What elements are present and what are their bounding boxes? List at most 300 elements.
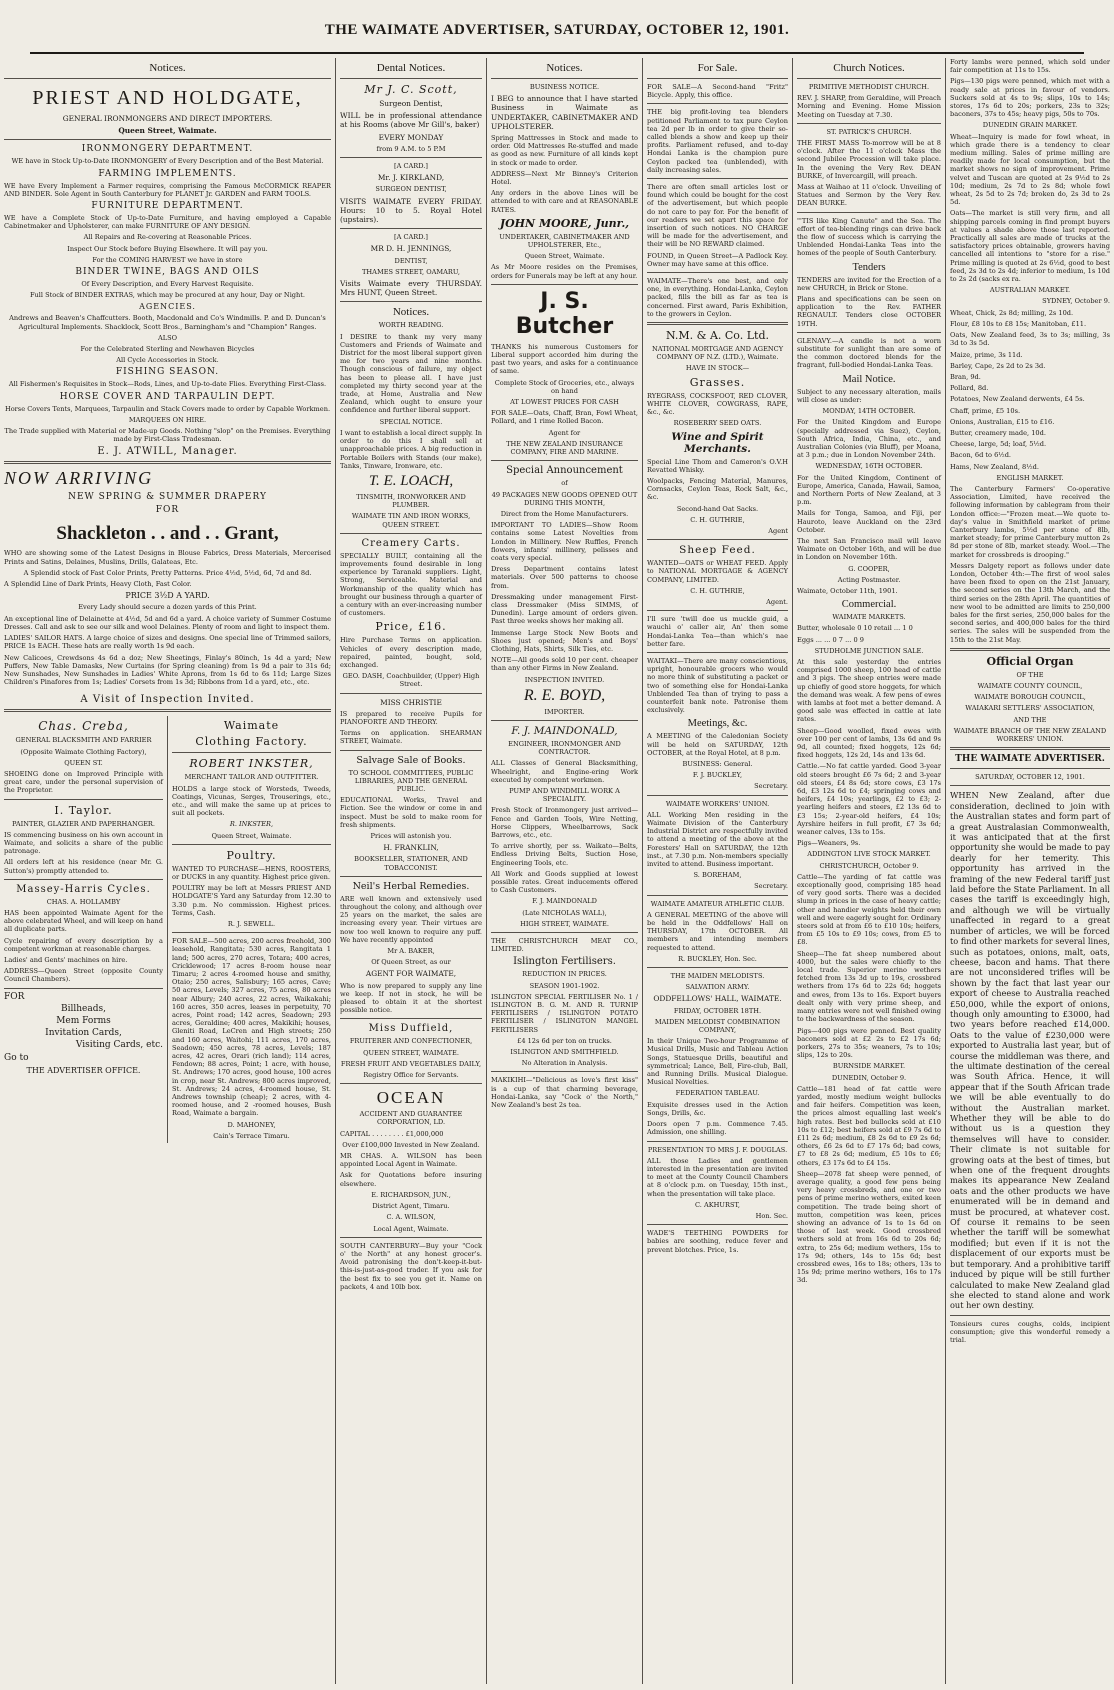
section-heading: Notices. [149,62,186,74]
pigs2-text: Pigs—130 pigs were penned, which met with a ready sale at prices in favour of vendors. Suckers sold at 4s to 9s; slips, 10s to 14s; stores, 17s 6d to 20s; porkers, 23s to 32s; baconers, 37s to 45s; heavy pigs, 50s to 70s. [950,77,1110,119]
drapery-line: NEW SPRING & SUMMER DRAPERY [68,492,267,503]
tea-notice: THE big profit-loving tea blenders petitioned Parliament to tax pure Ceylon tea 2d per lb in order to give their so-called blends a show and keep up their profits. Parliament refused, and to-day Hondai Lanka is the champion pure Ceylon packed tea (unblended), with daily increasing sales. [647,108,788,174]
inkster-address: Queen Street, Waimate. [211,831,292,840]
divider [647,272,788,273]
official-council: WAIMATE COUNTY COUNCIL, [977,682,1083,690]
editorial-text: WHEN New Zealand, after due consideration, declined to join with the Australian states and form part of a great Australasian Commonwealth, it was anticipated that at the first opportunity she would be made to pay dearly for her temerity. This opportunity has arrived in the framing of the new Federal tariff just laid before the State Parliament. In all cases the tariff is exceedingly high, and although we will be virtually unaffected in regard to a great number of articles, we will be forced to find other markets for several lines, such as potatoes, onions, malt, oats, cheese, bacon and hams. That there are not unconsidered trifles will be shown by the fact that last year our export of cheese to Australia reached £50,000, while the export of onions, though only amounting to £3000, had two years before reached £14,000. Oats to the value of £230,000 were exported to Australia last year, but of course the middleman was there, and the ultimate destination of the cereal was South Africa. Hence, it will appear that if the South African trade we will be able eventually to do without the Australian market. Whether they will be able to do without us is a question they themselves will have to consider. Their climate is not suitable for growing oats at the best of times, but when one of the frequent droughts makes its appearance New Zealand oats and the other products we have enumerated will be in demand and must be procured, at whatever cost. Of course it remains to be seen whether the tariff will be somewhat modified; but even if it is not the displacement of our exports must be but temporary. And a prohibitive tariff induced by pique will be still further calculated to make New Zealand glad she elected to stand alone and work out her own destiny. [950,790,1110,1311]
printing-item: Visiting Cards, etc. [75,1040,163,1051]
divider [950,785,1110,786]
printing-item: Invitation Cards, [45,1028,122,1039]
divider [491,932,638,933]
hollamby-address: ADDRESS—Queen Street (opposite County Council Chambers). [4,967,163,984]
scott-title: Surgeon Dentist, [379,99,443,108]
patrick-more: Mass at Waihao at 11 o'clock. Unveiling of Statues and Sermon by the Very Rev. DEAN BURKE. [797,183,941,208]
divider [340,693,482,694]
section-heading: Notices. [546,62,583,74]
department-text: WE have a Complete Stock of Up-to-Date Furniture, and having employed a Capable Cabinetmaker and Upholsterer, can make FURNITURE OF ANY DESIGN. [4,214,331,231]
hollamby-text: HAS been appointed Waimate Agent for the above celebrated Wheel, and will keep on hand all duplicate parts. [4,908,163,934]
makikihi-text: MAKIKIHI—"Delicious as love's first kiss" is a cup of that charming beverage, Hondai-Lanka, say "Cock o' the North," New Zealand's best 2s tea. [491,1076,638,1110]
sydney-butter: Butter, creamery made, 10d. [950,428,1046,437]
ocean-capital: CAPITAL . . . . . . . . £1,000,000 [340,1129,444,1138]
inkster-trade: MERCHANT TAILOR AND OUTFITTER. [184,773,319,782]
nma-have: HAVE IN STOCK— [685,364,750,373]
divider [797,123,941,124]
divider [491,1071,638,1072]
poultry-signature: R. J. SEWELL. [227,919,276,928]
official-of-the: OF THE [1016,670,1044,679]
baker-name: Mr A. BAKER, [387,947,435,956]
divider [340,1018,482,1019]
divider [950,648,1110,651]
sydney-barley: Barley, Cape, 2s 2d to 2s 3d. [950,361,1046,370]
divider [4,988,163,989]
sheep-heading: Sheep Feed. [679,544,756,557]
burnside-heading: BURNSIDE MARKET. [832,1062,906,1071]
divider [797,212,941,213]
card-label: [A CARD.] [394,162,428,171]
wilson-text: MR CHAS. A. WILSON has been appointed Local Agent in Waimate. [340,1152,482,1169]
divider [647,103,788,104]
christie-terms: Terms on application. SHEARMAN STREET, Waimate. [340,729,482,746]
binder-heading: BINDER TWINE, BAGS AND OILS [75,267,260,278]
column-church [793,58,945,1690]
printing-item: Mem Forms [56,1015,111,1026]
inspection-text: INSPECTION INVITED. [524,675,605,684]
divider [4,78,331,79]
loach-trade: TINSMITH, IRONWORKER AND PLUMBER. [356,492,466,510]
repairing-text: Cycle repairing of every description by a competent workman at reasonable charges. [4,936,163,953]
scott-text: WILL be in professional attendance at his Rooms (above Mr Gill's, baker) [340,111,482,130]
maindonald-trade: ENGINEER, IRONMONGER AND CONTRACTOR. [508,739,621,757]
also-label: ALSO [157,333,178,342]
editorial-date: SATURDAY, OCTOBER 12, 1901. [975,773,1085,782]
divider [172,844,331,845]
tenders-more: Plans and specifications can be seen on application to the Rev. FATHER REGNAULT. Tenders close OCTOBER 19TH. [797,295,941,328]
divider [647,539,788,540]
binder-subtitle: Of Every Description, and Every Harvest Requisite. [81,280,254,289]
tenders-text: TENDERS are invited for the Erection of a new CHURCH, in Brick or Stone. [797,275,941,292]
wilson-name: C. A. WILSON, [386,1213,436,1222]
grasses-text: RYEGRASS, COCKSFOOT, RED CLOVER, WHITE CLOVER, COWGRASS, RAPE, &c., &c. [647,391,788,417]
salvage-prices: Prices will astonish you. [370,832,452,840]
ocean-heading: OCEAN [376,1088,446,1108]
maindonald-late: (Late NICHOLAS WALL), [522,908,607,917]
creba-trade: GENERAL BLACKSMITH AND FARRIER [15,736,152,745]
divider [340,78,482,79]
caledonian-text: A MEETING of the Caledonian Society will be held on SATURDAY, 12th OCTOBER, at the Royal Hotel, at 8 p.m. [647,732,788,757]
athletic-text: A GENERAL MEETING of the above will be held in the Oddfellows' Hall on THURSDAY, 17th OCTOBER. All members and intending members requested to attend. [647,910,788,952]
hire-text: Ladies' and Gents' machines on hire. [4,955,128,964]
divider [647,895,788,896]
divider [340,533,482,534]
duffield-name: Miss Duffield, [368,1023,454,1035]
franklin-name: H. FRANKLIN, [383,843,439,853]
bicycles-note: For the Celebrated Sterling and Newhaven Bicycles [80,345,255,354]
divider [4,799,163,800]
official-heading: Official Organ [986,654,1074,668]
worth-text: I DESIRE to thank my very many Customers and Friends of Waimate and District for the most liberal support given me for two years and nine months. Though conscious of failure, my object has been to please all. I have just completed my thirty second year at the trade, at Home, Australia and New Zealand, which ought to ensure your confidence and further liberal support. [340,332,482,415]
addington-pigs: Pigs—400 pigs were penned. Best quality baconers sold at £2 2s to £2 17s 6d; porkers, 27s to 35s; weaners, 7s to 10s; slips, 12s to 20s. [797,1026,941,1060]
jennings-text: Visits Waimate every THURSDAY. Mrs HUNT, Queen Street. [340,279,482,298]
grasses-heading: Grasses. [689,375,746,389]
manager-signature: E. J. ATWILL, Manager. [97,446,238,458]
franklin-trade: BOOKSELLER, STATIONER, AND TOBACCONIST. [354,855,468,872]
canterbury-text: SOUTH CANTERBURY—Buy your "Cock o' the North" at any honest grocer's. Avoid patronising the don't-keep-it-but-this-is-just-as-good trader. If you ask for the best fix to see you get it. Name on packets, 4 and 10lb box. [340,1241,482,1291]
poem-text: I'll sure 'twill doe us muckle guid, a wauchi o' caller air, An' then some Hondai-Lanka Tea—than which's nae better fare. [647,615,788,648]
section-heading: Notices. [392,306,430,319]
kirkland-name: Mr. J. KIRKLAND, [377,173,445,183]
boyd-trade: IMPORTER. [544,707,585,716]
business-address: ADDRESS—Next Mr Binney's Criterion Hotel. [491,169,638,187]
mail-text: Subject to any necessary alteration, mails will close as under: [797,387,941,404]
duffield-fresh: FRESH FRUIT AND VEGETABLES DAILY, [340,1059,482,1068]
divider [491,284,638,285]
divider [491,720,638,721]
department-heading: IRONMONGERY DEPARTMENT. [81,144,254,155]
special-text: I want to establish a local direct supply. In order to do this I shall sell at unapproachable prices. A big reduction in Portable Boilers with Stands (our make), Tanks, Tinware, Ironware, etc. [340,428,482,470]
oddfellows-heading: ODDFELLOWS' HALL, WAIMATE. [653,994,782,1004]
divider [647,795,788,796]
wednesday-text: For the United Kingdom, Continent of Europe, America, Canada, Hawaii, Samoa, and Northern Ports of New Zealand, at 3 p.m. [797,473,941,507]
maindonald-name: F. J. MAINDONALD, [511,724,618,737]
studholme-text: At this sale yesterday the entries comprised 1000 sheep, 100 head of cattle and 3 pigs. The sheep entries were made up chiefly of good store hoggets, for which the demand was weak. A few pens of ewes with lambs at foot met a better demand. A good sale was effected in cattle at late rates. [797,657,941,724]
column-markets [946,58,1114,1690]
sydney-bacon: Bacon, 6d to 6½d. [950,451,1012,460]
fertiliser-list: ISLINGTON SPECIAL FERTILISER No. 1 / ISLINGTON B. G. M. AND R. TURNIP FERTILISERS / ISLINGTON POTATO FERTILISER / ISLINGTON MANGEL FERTILISERS [491,992,638,1034]
melodists-heading: THE MAIDEN MELODISTS. [670,972,765,981]
department-note: All Repairs and Re-covering at Reasonable Prices. [83,233,252,242]
moore-address: Queen Street, Waimate. [524,252,605,261]
business-more: Spring Mattresses in Stock and made to order. Old Mattresses Re-stuffed and made as good as new. Furniture of all kinds kept in stock or made to order. [491,134,638,167]
inkster-signature: R. INKSTER, [229,820,274,829]
creba-text: SHOEING done on Improved Principle with great care, under the personal supervision of the Proprietor. [4,769,163,795]
dress-text: Dress Department contains latest materials. Over 500 patterns to choose from. [491,565,638,590]
drapery-text: An exceptional line of Delainette at 4½d, 5d and 6d a yard. A choice variety of Summer Costume Dresses. Call and ask to see our silk and wool Delaines. Plenty of room and light to inspect them. [4,614,331,631]
special-heading: SPECIAL NOTICE. [379,417,443,426]
department-heading: FURNITURE DEPARTMENT. [91,201,244,212]
butcher-text: THANKS his numerous Customers for Liberal support accorded him during the past two years, and asks for a continuance of same. [491,342,638,376]
glenavy-text: GLENAVY.—A candle is not a worn substitute for sunlight than are some of the common doctored blends for the fragrant, full-bodied Hondai-Lanka Teas. [797,336,941,370]
quotations-text: Ask for Quotations before insuring elsewhere. [340,1171,482,1188]
divider [4,879,163,880]
creba-street: QUEEN ST. [64,758,103,767]
hats-text: LADIES' SAILOR HATS. A large choice of sizes and designs. One special line of Trimmed sailors, PRICE 1s EACH. These hats are really worth 1s 9d each. [4,634,331,651]
nma-heading: N.M. & A. Co. Ltd. [665,329,769,343]
agencies-heading: AGENCIES. [139,302,196,312]
divider [172,752,331,753]
australian-heading: AUSTRALIAN MARKET. [989,286,1071,295]
addington-text: Cattle—The yarding of fat cattle was exceptionally good, comprising 185 head of very good sorts. There was a decided slump in prices in the case of heavy cattle; other and handier weights held their own well and were eagerly sought for. Ordinary steers sold at from £6 to £10 10s; heifers, from £5 10s to £9 10s; cows, from £5 to £8. [797,872,941,947]
divider [797,78,941,79]
divider [647,967,788,968]
maindonald-text: ALL Classes of General Blacksmithing, Wheelright, and Engine-ering Work executed by competent workmen. [491,759,638,784]
moore-name: JOHN MOORE, Junr., [499,216,630,230]
sydney-flour: Flour, £8 10s to £8 15s; Manitoban, £11. [950,319,1087,328]
cough-text: Tonsieurs cures coughs, colds, incipient consumption; give this wonderful remedy a trial. [950,1319,1110,1345]
friday-date: FRIDAY, OCTOBER 18TH. [673,1006,762,1015]
masthead-title: THE WAIMATE ADVERTISER, SATURDAY, OCTOBER 12, 1901. [324,22,790,38]
fertiliser-price: £4 12s 6d per ton on trucks. [517,1036,612,1045]
masthead [0,0,1114,56]
presentation-heading: PRESENTATION TO MRS J. F. DOUGLAS. [647,1145,788,1154]
sanfran-text: The next San Francisco mail will leave Waimate on October 16th, and will be due in London on November 16th. [797,536,941,562]
note-text: NOTE—All goods sold 10 per cent. cheaper than any other Firms in New Zealand. [491,656,638,673]
duffield-registry: Registry Office for Servants. [363,1071,459,1080]
primitive-text: REV. J. SHARP, from Geraldine, will Preach Morning and Evening. Home Mission Meeting on Tuesday at 7.30. [797,94,941,119]
tenders-heading: Tenders [852,261,886,273]
boreham-title: Secretary. [754,882,788,891]
creba-name: Chas. Creba, [38,719,129,734]
dash-signature: GEO. DASH, Coachbuilder, (Upper) High Street. [342,672,480,689]
business-orders: Any orders in the above Lines will be attended to with care and at REASONABLE RATES. [491,189,638,214]
butcher-name: J. S. Butcher [515,288,614,339]
sydney-chaff: Chaff, prime, £5 10s. [950,406,1021,415]
price-line: PRICE 3½D A YARD. [125,591,210,601]
official-borough: WAIMATE BOROUGH COUNCIL, [974,693,1086,702]
divider [340,1083,482,1084]
agencies-text: Andrews and Beaven's Chaffcutters. Booth, Macdonald and Co's Windmills. P. and D. Duncan's Agricultural Implements. Shacklock, Scott Bros., Barningham's and "Champion" Ranges. [9,314,326,331]
kirkland-text: VISITS WAIMATE EVERY FRIDAY. Hours: 10 to 5. Royal Hotel (upstairs). [340,196,482,225]
section-heading: For Sale. [697,62,738,74]
sydney-pollard: Pollard, 8d. [950,384,989,393]
oats-text: Oats—The market is still very firm, and all shipping parcels coming in find prompt buyers at values a shade above those last reported. Practically all sales are made of trucks at the satisfactory prices obtainable, growers having cancelled all intentions to "store for a rise." Prime milling is quoted at 2s 6½d, good to best feed, 2s 3d to 2s 4d; inferior to medium, 1s 10d to 2s 2d (sacks ex ra. [950,209,1110,284]
hollamby-name: CHAS. A. HOLLAMBY [46,897,121,906]
land-sale-text: FOR SALE—500 acres, 200 acres freehold, 300 leasehold, Rangitata; 530 acres, Rangitata 1 land; 500 acres, 270 acres, Totara; 400 acres, Cricklewood; 17 acres 8-room house near Timaru; 2 acres 4-roomed house and smithy, Otaio; 250 acres, Salisbury; 165 acres, Cave; 50 acres, Levels; 327 acres, 75 acres, 80 acres near Albury; 240 acres, 22 acres, Waikakahi; 160 acres, 350 acres, leases in perpetuity, 70 acres, Point road; 142 acres, Seadown; 293 acres, Geraldine; 400 acres, Makikihi; houses, Gleniti Road, LeCren and High streets; 250 and 160 acres, Waitohi; 111 acres, 170 acres, Seadown; 450 acres, 78 acres, Levels; 187 acres, 42 acres, Orari (rich land); 114 acres, Fendown; 88 acres, Point; 1 acre, with house, St. Andrews; 170 acres, good house, 100 acres in crop, near St. Andrews; 800 acres improved, St. Andrews; 24 acres, 4-roomed house, St. Andrews township (cheap); 2 acres, with 4-roomed house, and 2 -roomed houses, Bush Road, Waimate a bargain. [172,937,331,1118]
canute-text: "'TIS like King Canute" and the Sea. The effort of tea-blending rings can drive back the flow of success which is carrying the Unblended Hondai-Lanka Teas into the homes of the people of South Canterbury. [797,216,941,258]
divider [647,652,788,653]
editorial-masthead: THE WAIMATE ADVERTISER. [955,754,1105,765]
alteration-text: No Alteration in Analysis. [521,1059,608,1068]
markets-heading: WAIMATE MARKETS. [832,613,906,622]
guthrie-name: C. H. GUTHRIE, [690,515,745,524]
inkster-text: HOLDS a large stock of Worsteds, Tweeds, Coatings, Vicunas, Serges, Trouserings, etc., etc., and will make the same up at prices to suit all pockets. [172,784,331,818]
sydney-maize: Maize, prime, 3s 11d. [950,350,1023,359]
boreham-name: S. BOREHAM, [693,871,742,880]
harvest-note: For the COMING HARVEST we have in store [92,255,243,264]
divider [647,610,788,611]
ocean-invested: Over £100,000 Invested in New Zealand. [342,1140,480,1149]
athletic-signature: R. BUCKLEY, Hon. Sec. [678,954,757,963]
wednesday-heading: WEDNESDAY, 16TH OCTOBER. [815,462,923,471]
boyd-name: R. E. BOYD, [523,686,606,704]
official-workers: WAIMATE BRANCH OF THE NEW ZEALAND WORKERS' UNION. [953,726,1107,744]
pump-text: PUMP AND WINDMILL WORK A SPECIALITY. [509,786,620,804]
extras-note: Full Stock of BINDER EXTRAS, which may be procured at any hour, Day or Night. [29,291,306,300]
clothing-heading-2: Clothing Factory. [195,735,308,749]
sydney-potatoes: Potatoes, New Zealand derwents, £4 5s. [950,395,1085,404]
drapery-text: WHO are showing some of the Latest Designs in Blouse Fabrics, Dress Materials, Mercerised Prints and Satins, Delaines, Muslins, Drills, Galateas, Etc. [4,549,331,566]
arrive-text: To arrive shortly, per ss. Waikato—Belts, Endless Driving Belts, Suction Hose, Engineering Tools, etc. [491,842,638,867]
ladies-text: IMPORTANT TO LADIES—Show Room contains some Latest Novelties from London in Millinery. New Ruffles, French flowers, infants' millinery, pelisses and coats very special. [491,521,638,562]
jennings-address: THAMES STREET, OAMARU, [362,267,460,276]
mail-heading: Mail Notice. [842,373,896,385]
maiden-text: In their Unique Two-hour Programme of Musical Drills, Music and Tableau Action Songs, Statuesque Drills, beautiful and symmetrical; Lance, Bell, Fire-club, Ball, and Running Drills. Musical Dialogue. Musical Novelties. [647,1037,788,1087]
for-label: FOR [155,505,180,516]
islington-heading: Islington Fertilisers. [513,956,616,968]
firm-subtitle: GENERAL IRONMONGERS AND DIRECT IMPORTERS. [62,114,273,123]
akhurst-name: C. AKHURST, [694,1200,740,1209]
federation-text: FEDERATION TABLEAU. [675,1089,760,1098]
sheep-agent: Agent. [766,597,788,606]
moore-text: As Mr Moore resides on the Premises, orders for Funerals may be left at any hour. [491,263,638,280]
card-label: [A CARD.] [394,233,428,242]
visit-line: A Visit of Inspection Invited. [80,694,255,706]
business-text: I BEG to announce that I have started Business in Waimate as UNDERTAKER, CABINETMAKER AND UPHOLSTERER. [491,94,638,131]
massey-heading: Massey-Harris Cycles. [16,883,151,895]
union-heading: WAIMATE WORKERS' UNION. [665,799,770,808]
patrick-heading: ST. PATRICK'S CHURCH. [826,127,912,136]
divider [4,709,331,712]
richardson-sub: District Agent, Timaru. [372,1202,450,1211]
wade-text: WADE'S TEETHING POWDERS for babies are soothing, reduce fever and prevent blotches. Price, 1s. [647,1229,788,1254]
secondhand-text: Second-hand Oat Sacks. [676,504,759,513]
commercial-heading: Commercial. [841,599,897,611]
grain-heading: DUNEDIN GRAIN MARKET. [982,121,1078,130]
salvage-heading: Salvage Sale of Books. [356,754,466,766]
divider [797,332,941,333]
monday-text: For the United Kingdom and Europe (specially addressed via Suez), Ceylon, South Africa, India, China, etc., and Australian Colonies (via Bluff), per Moana, at 3 p.m.; due in London November 24th. [797,418,941,460]
divider [950,1315,1110,1316]
sydney-wheat: Wheat, Chick, 2s 8d; milling, 2s 10d. [950,308,1074,317]
burnside-sheep: Sheep—2078 fat sheep were penned, of average quality, a good few pens being very heavy crossbreds, and one or two pens of prime merino wethers, exited keen competition. The trade being short of mutton, competition was keen, prices showing an advance of 1s to 1s 6d on those of last week. Good crossbred wethers sold at from 16s 6d to 20s 6d; extra, to 25s 6d; medium wethers, 15s to 17s 9d; others, 14s to 15s 6d; best crossbred ewes, 16s to 18s; others, 13s to 15s 9d; prime merino wethers, 16s to 17s 3d. [797,1169,941,1285]
clothing-heading: Waimate [223,719,280,733]
sydney-onions: Onions, Australian, £15 to £16. [950,417,1055,426]
grain-text: Wheat—Inquiry is made for fowl wheat, in which grade there is a tendency to clear medium milling. Sales of prime milling are readily made for local consumption, but the market shows no sign of improvement. Prime velvet and Tuscan are quoted at 2s 9½d to 2s 10d; medium, 2s 7d to 2s 8d; whole fowl wheat, 2s 5d to 2s 7d; broken do, 2s 3d to 2s 5d. [950,132,1110,207]
announcement-heading: Special Announcement [506,465,623,477]
land-sale-address: Cain's Terrace Timaru. [213,1131,290,1140]
ironmongery-text: Fresh Stock of Ironmongery just arrived—Fence and Garden Tools, Wire Netting, Horse Clippers, Wheelbarrows, Sack Barrows, etc., etc. [491,806,638,839]
loach-address: WAIMATE TIN AND IRON WORKS, QUEEN STREET. [351,512,471,529]
announcement-of: of [561,479,568,488]
scott-name: Mr J. C. Scott, [364,83,458,96]
calicoes-text: New Calicoes, Crewdsons 4s 6d a doz; New Sheetings, Finlay's 80inch, 1s 4d a yard; New Puffers, New Table Damasks, New Curtains (for Spring cleaning) from 1s 9d a pair to 31s 6d; New Sunshades, New Sunshades in Ladies' White Aprons, from 1s 6d to 6s 11d; Large Sizes Children's Pinafores from 1s; Ladies' Corsets from 1s 3d; Ribbons from 1d a yard, etc., etc. [4,653,331,687]
richardson-name: E. RICHARDSON, JUN., [371,1190,451,1199]
printing-office: THE ADVERTISER OFFICE. [26,1065,141,1075]
divider [4,139,331,140]
butcher-stock: Complete Stock of Groceries, etc., always on hand [494,378,635,395]
horse-heading: HORSE COVER AND TARPAULIN DEPT. [59,391,276,402]
sydney-date: SYDNEY, October 9. [1042,297,1110,306]
burnside-date: DUNEDIN, October 9. [831,1073,907,1082]
guthrie-sub: Agent [768,526,788,535]
divider [340,750,482,751]
kirkland-title: SURGEON DENTIST, [375,185,447,194]
sydney-cheese: Cheese, large, 5d; loaf, 5½d. [950,440,1047,449]
taylor-orders: All orders left at his residence (near Mr. G. Sutton's) promptly attended to. [4,858,163,875]
worth-heading: WORTH READING. [378,321,444,330]
marquees-note: MARQUEES ON HIRE. [128,415,207,424]
jennings-name: MR D. H. JENNINGS, [370,244,452,254]
divider [647,322,788,325]
wine-heading: Wine and Spirit Merchants. [671,430,764,455]
poultry-text: WANTED TO PURCHASE—HENS, ROOSTERS, or DUCKS in any quantity. Highest price given. [172,864,331,881]
studholme-heading: STUDHOLME JUNCTION SALE. [814,646,924,655]
drapery-text: Every Lady should secure a dozen yards of this Print. [78,603,257,612]
nz-insurance: THE NEW ZEALAND INSURANCE COMPANY, FIRE AND MARINE. [506,439,623,457]
english-text: The Canterbury Farmers' Co-operative Association, Limited, have received the following information by cablegram from their London office:—"Frozen meat.—We quote to-day's value in Smithfield market of prime Canterbury lambs, 5½d per stone of 8lb, market steady; for prime Canterbury mutton 2s 8d per stone of 8lb, market steady. Wool.—The market for crossbreds is drooping." [950,484,1110,559]
printing-item: Billheads, [61,1003,106,1014]
maiden-heading: MAIDEN MELODIST COMBINATION COMPANY, [654,1017,781,1035]
monday-heading: MONDAY, 14TH OCTOBER. [822,407,916,416]
lost-found-notice: There are often small articles lost or found which could be bought for the cost of the advertisement, but which people do not care to pay for. For the benefit of our readers we set apart this space for insertion of such notices. NO CHARGE will be made for the advertisement, and their will be NO REWARD claimed. [647,183,788,249]
ocean-sub: ACCIDENT AND GUARANTEE CORPORATION, LD. [359,1110,463,1127]
butcher-forsale: FOR SALE—Oats, Chaff, Bran, Fowl Wheat, Pollard, and 1 rime Rolled Bacon. [491,409,638,426]
addington-heading: ADDINGTON LIVE STOCK MARKET. [807,850,931,859]
divider [491,460,638,461]
islington-reduction: REDUCTION IN PRICES. [522,970,607,979]
addington-date: CHRISTCHURCH, October 9. [819,861,919,870]
divider [491,78,638,79]
tea-notice: WAIMATE—There's one best, and only one, in everything. Hondai-Lanka, Ceylon packed, fills the bill as far as tea is concerned. First award, Paris Exhibition, to the growers in Ceylon. [647,277,788,318]
drapery-text: A Splendid Line of Dark Prints, Heavy Cloth, Fast Color. [4,580,192,589]
wilson-sub: Local Agent, Waimate. [373,1224,449,1233]
fishing-text: All Fishermen's Requisites in Stock—Rods, Lines, and Up-to-date Flies. Everything First-Class. [8,380,327,389]
column-for-sale [643,58,792,1690]
moore-trade: UNDERTAKER, CABINETMAKER AND UPHOLSTERER, Etc., [499,232,630,250]
english-heading: ENGLISH MARKET. [996,473,1064,482]
divider [4,461,331,464]
taylor-text: IS commencing business on his own account in Waimate, and solicits a share of the public patronage. [4,830,163,856]
column-notices-2 [487,58,642,1690]
waimate-clothing-block [168,716,331,1143]
carts-text: SPECIALLY BUILT, containing all the improvements found desirable in long experience by Taranaki suppliers. Light, Strong, Serviceable. Material and Workmanship of the quality which has brought our business through a quarter of a century with an ever-increasing number of customers. [340,551,482,618]
poultry-heading: Poultry. [226,848,277,862]
sydney-hams: Hams, New Zealand, 8½d. [950,462,1039,471]
cooper-date: Waimate, October 11th, 1901. [797,586,898,595]
salvation-heading: SALVATION ARMY. [685,983,750,992]
neil-heading: Neil's Herbal Remedies. [352,880,470,892]
printing-goto: Go to [4,1052,29,1063]
presentation-text: ALL those Ladies and gentlemen interested in the presentation are invited to meet at the County Council Chambers at 8 o'clock p.m. on Tuesday, 15th inst., when the presentation will take place. [647,1156,788,1198]
burnside-text: Cattle—181 head of fat cattle were yarded, mostly medium weight bullocks and fair heifers. Competition was keen, the prices almost equalling last week's high rates. Best bed bullocks sold at £10 10s to £12; best heifers sold at £9 7s 6d to £11 2s 6d; medium, £8 2s 6d to £9 2s 6d; others, £6 2s 6d to £7 17s 6d; bad cows, £7 to £8 2s 6d; medium, £5 10s to £6; others, £3 17s 6d to £4 15s. [797,1084,941,1167]
woolpacks-text: Woolpacks, Fencing Material, Manures, Cornsacks, Ceylon Teas, Rock Salt, &c., &c. [647,476,788,502]
doors-text: Doors open 7 p.m. Commence 7.45. Admission, one shilling. [647,1120,788,1137]
divider [340,228,482,229]
poultry-more: POULTRY may be left at Messrs PRIEST AND HOLDGATE'S Yard any Saturday from 12.30 to 3.30 p.m. No commission. Highest prices. Terms, Cash. [172,884,331,917]
printing-for: FOR [4,991,25,1002]
christie-name: MISS CHRISTIE [380,697,442,707]
islington-season: SEASON 1901-1902. [529,981,600,990]
waitaki-text: WAITAKI—There are many conscientious, upright, honourable grocers who would no more think of substituting a packet or two of something else for Hondai-Lanka Unblended Tea than of trying to pass a counterfeit bank note. Patronise them exclusively. [647,656,788,715]
divider [340,1237,482,1238]
neil-text: ARE well known and extensively used throughout the colony, and although over 25 years on the market, the sales are increasing every year. Their virtues are now too well known to require any puff. We have recently appointed [340,894,482,944]
duffield-address: QUEEN STREET, WAIMATE. [363,1048,459,1057]
cooper-name: G. COOPER, [848,564,890,573]
divider [647,1224,788,1225]
smithfield-text: ISLINGTON AND SMITHFIELD. [510,1048,619,1057]
maindonald-signature: F. J. MAINDONALD [532,897,597,906]
land-sale-signature: D. MAHONEY, [227,1120,276,1129]
exquisite-text: Exquisite dresses used in the Action Songs, Drills, &c. [647,1100,788,1117]
firm-address: Queen Street, Waimate. [118,126,217,136]
pigs-text: Pigs—Weaners, 9s. [797,839,861,848]
section-heading: Church Notices. [833,62,905,74]
department-note: Inspect Our Stock before Buying Elsewhere. It will pay you. [67,244,268,253]
salvage-text: EDUCATIONAL Works, Travel and Fiction. See the window or come in and inspect. Must be sold to make room for fresh shipments. [340,796,482,829]
maindonald-address: HIGH STREET, WAIMATE. [520,919,609,928]
divider [647,78,788,79]
column-dental [336,58,486,1690]
christchurch-heading: THE CHRISTCHURCH MEAT CO., LIMITED. [491,937,638,954]
business-heading: BUSINESS NOTICE. [529,83,600,91]
agent-for-label: Agent for [548,428,581,437]
creba-block [4,716,168,1143]
column-notices [0,58,335,1690]
fishing-heading: FISHING SEASON. [115,367,220,378]
loach-name: T. E. LOACH, [368,472,454,489]
union-text: ALL Working Men residing in the Waimate Division of the Canterbury Industrial District are respectfully invited to attend a meeting of the above at the Foresters' Hall on SATURDAY, the 12th inst., at 7.30 p.m. Non-members specially invited to attend. Business important. [647,810,788,869]
buckley-name: F. J. BUCKLEY, [692,771,743,780]
